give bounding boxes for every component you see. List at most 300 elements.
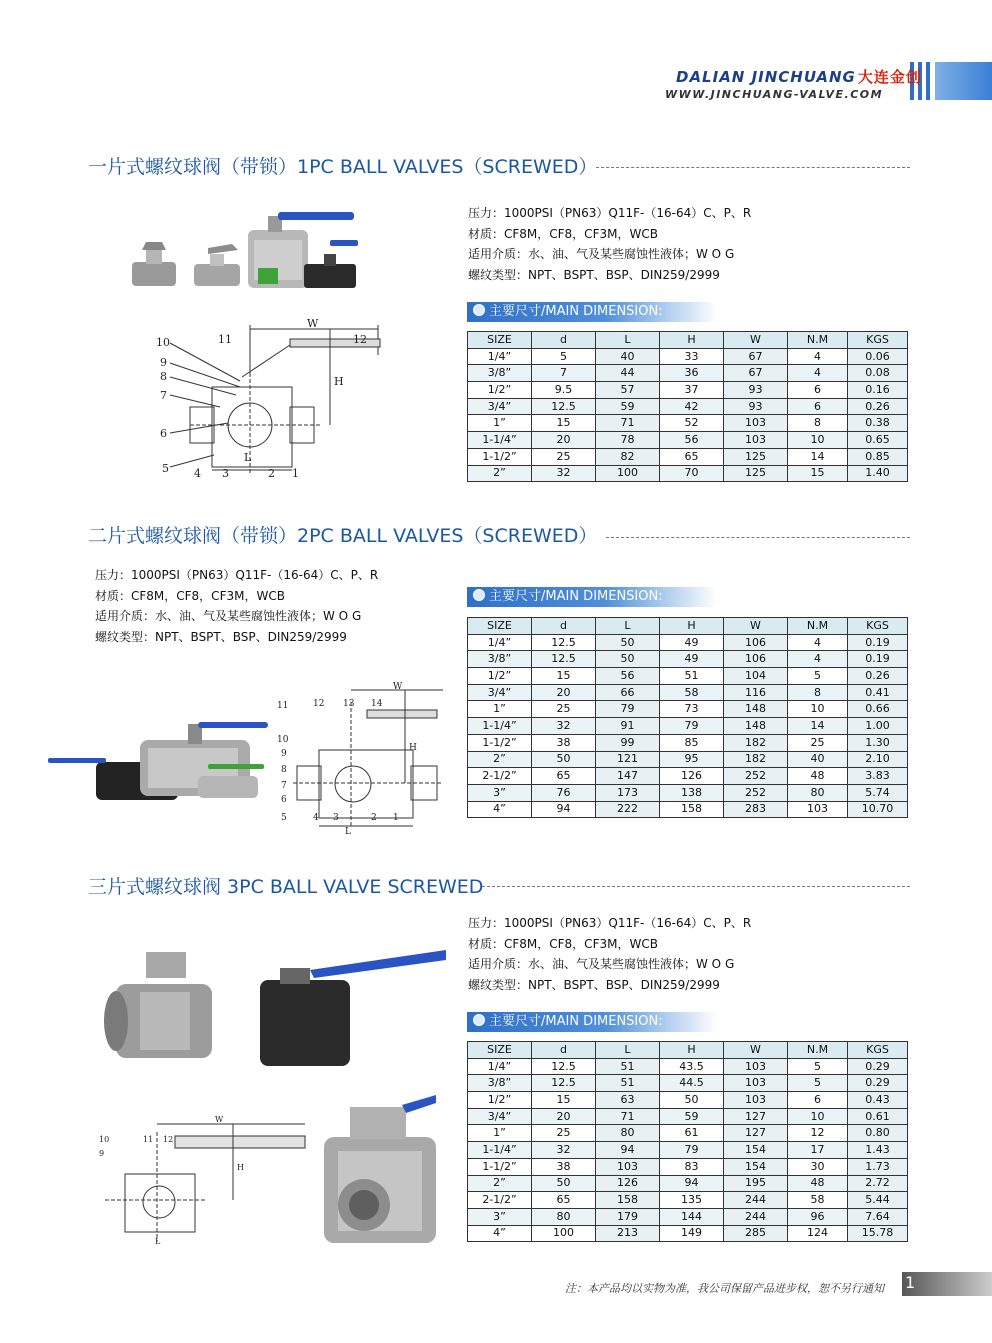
table-header-cell: KGS: [848, 332, 908, 349]
table-cell: 10.70: [848, 801, 908, 818]
brand-url: WWW.JINCHUANG-VALVE.COM: [665, 88, 884, 101]
table-cell: 3.83: [848, 768, 908, 785]
table-cell: 17: [788, 1142, 848, 1159]
table-cell: 12.5: [532, 1075, 596, 1092]
table-cell: 83: [660, 1158, 724, 1175]
table-cell: 252: [724, 784, 788, 801]
table-header-cell: W: [724, 332, 788, 349]
drawing-2-label-4: 4: [313, 813, 319, 823]
spec-pressure: 压力：1000PSI（PN63）Q11F-（16-64）C、P、R: [95, 568, 379, 582]
table-cell: 14: [788, 718, 848, 735]
table-cell: 5: [788, 1075, 848, 1092]
table-row: [468, 1192, 908, 1209]
table-cell: 8: [788, 415, 848, 432]
header-blue-block: [935, 62, 992, 100]
table-cell: 100: [596, 465, 660, 482]
drawing-1-label-10: 10: [156, 336, 170, 349]
table-cell: 50: [532, 751, 596, 768]
table-cell: 59: [596, 398, 660, 415]
table-cell: 38: [532, 1158, 596, 1175]
table-cell: 103: [724, 415, 788, 432]
table-cell: 91: [596, 718, 660, 735]
drawing-2-label-10: 10: [277, 735, 289, 745]
table-header-cell: N.M: [788, 618, 848, 635]
table-row: [468, 1058, 908, 1075]
table-cell: 147: [596, 768, 660, 785]
table-row: [468, 382, 908, 399]
drawing-2-label-w: W: [393, 682, 403, 692]
table-cell: 25: [532, 1125, 596, 1142]
spec-medium: 适用介质：水、油、气及某些腐蚀性液体；W O G: [468, 957, 735, 971]
table-cell: 65: [660, 448, 724, 465]
table-cell: 95: [660, 751, 724, 768]
table-cell: 213: [596, 1225, 660, 1242]
table-cell: 1/4”: [468, 348, 532, 365]
table-cell: 126: [596, 1175, 660, 1192]
table-cell: 78: [596, 432, 660, 449]
table-cell: 80: [532, 1208, 596, 1225]
table-cell: 1/2”: [468, 382, 532, 399]
table-header-cell: d: [532, 618, 596, 635]
table-cell: 0.29: [848, 1058, 908, 1075]
table-cell: 36: [660, 365, 724, 382]
table-cell: 0.38: [848, 415, 908, 432]
table-cell: 70: [660, 465, 724, 482]
table-cell: 1-1/2”: [468, 1158, 532, 1175]
bullet-icon: [473, 1014, 485, 1026]
drawing-3-label-10: 10: [99, 1135, 110, 1144]
drawing-1-label-w: W: [307, 317, 319, 330]
table-cell: 12: [788, 1125, 848, 1142]
table-cell: 0.26: [848, 668, 908, 685]
table-cell: 106: [724, 651, 788, 668]
table-cell: 4: [788, 634, 848, 651]
table-cell: 3/8”: [468, 365, 532, 382]
table-cell: 93: [724, 382, 788, 399]
spec-thread: 螺纹类型：NPT、BSPT、BSP、DIN259/2999: [95, 629, 347, 644]
brand-name-en: DALIAN JINCHUANG: [676, 68, 856, 86]
drawing-2-label-14: 14: [371, 699, 383, 709]
table-cell: 3/4”: [468, 684, 532, 701]
table-cell: 6: [788, 398, 848, 415]
drawing-3-label-9: 9: [99, 1149, 105, 1158]
bullet-icon: [473, 304, 485, 316]
table-cell: 44: [596, 365, 660, 382]
table-cell: 80: [788, 784, 848, 801]
drawing-1-label-1: 1: [292, 467, 299, 480]
table-cell: 4: [788, 651, 848, 668]
section-2-title: 二片式螺纹球阀（带锁）2PC BALL VALVES（SCREWED）: [88, 525, 598, 547]
spec-material: 材质：CF8M，CF8，CF3M，WCB: [468, 226, 658, 241]
table-cell: 20: [532, 684, 596, 701]
table-cell: 50: [596, 634, 660, 651]
table-cell: 4”: [468, 1225, 532, 1242]
table-cell: 149: [660, 1225, 724, 1242]
table-cell: 52: [660, 415, 724, 432]
table-cell: 93: [724, 398, 788, 415]
table-cell: 96: [788, 1208, 848, 1225]
table-cell: 15: [532, 668, 596, 685]
table-cell: 65: [532, 1192, 596, 1209]
table-cell: 1/4”: [468, 634, 532, 651]
table-cell: 0.61: [848, 1108, 908, 1125]
drawing-3-label-l: L: [155, 1237, 161, 1246]
valve-black-3pc: [260, 950, 446, 1066]
table-cell: 182: [724, 734, 788, 751]
table-cell: 15: [532, 415, 596, 432]
table-cell: 173: [596, 784, 660, 801]
drawing-1-label-3: 3: [222, 467, 229, 480]
table-cell: 37: [660, 382, 724, 399]
table-cell: 58: [788, 1192, 848, 1209]
table-cell: 100: [532, 1225, 596, 1242]
drawing-2-label-2: 2: [371, 813, 377, 823]
table-cell: 73: [660, 701, 724, 718]
drawing-1-label-2: 2: [268, 467, 275, 480]
table-header-cell: d: [532, 332, 596, 349]
section-1-divider: [596, 167, 910, 168]
table-cell: 51: [660, 668, 724, 685]
table-cell: 12.5: [532, 398, 596, 415]
spec-pressure: 压力：1000PSI（PN63）Q11F-（16-64）C、P、R: [468, 206, 752, 220]
table-cell: 5: [788, 1058, 848, 1075]
table-header-cell: d: [532, 1042, 596, 1059]
table-cell: 106: [724, 634, 788, 651]
table-row: [468, 1175, 908, 1192]
table-cell: 283: [724, 801, 788, 818]
table-cell: 7: [532, 365, 596, 382]
table-cell: 3/4”: [468, 1108, 532, 1125]
table-cell: 0.19: [848, 651, 908, 668]
table-row: [468, 1125, 908, 1142]
table-cell: 1.73: [848, 1158, 908, 1175]
drawing-2-label-13: 13: [343, 699, 355, 709]
section-2-dimension-label: 主要尺寸/MAIN DIMENSION:: [467, 587, 717, 607]
table-cell: 4”: [468, 801, 532, 818]
table-cell: 154: [724, 1158, 788, 1175]
table-cell: 1.30: [848, 734, 908, 751]
table-cell: 94: [532, 801, 596, 818]
table-cell: 0.66: [848, 701, 908, 718]
table-cell: 66: [596, 684, 660, 701]
table-cell: 49: [660, 651, 724, 668]
table-cell: 79: [660, 718, 724, 735]
drawing-2-label-12: 12: [313, 699, 325, 709]
table-cell: 127: [724, 1125, 788, 1142]
valve-steel-3pc: [104, 952, 212, 1058]
table-header-row: [468, 332, 908, 349]
drawing-3-label-h: H: [237, 1163, 244, 1172]
brand-name-cn: 大连金创: [857, 68, 922, 86]
table-cell: 57: [596, 382, 660, 399]
table-cell: 252: [724, 768, 788, 785]
table-row: [468, 1108, 908, 1125]
drawing-1-label-12: 12: [353, 333, 367, 346]
table-cell: 127: [724, 1108, 788, 1125]
table-cell: 82: [596, 448, 660, 465]
table-cell: 30: [788, 1158, 848, 1175]
table-cell: 3/8”: [468, 1075, 532, 1092]
table-cell: 103: [724, 432, 788, 449]
drawing-2-label-9: 9: [281, 749, 287, 759]
table-cell: 103: [788, 801, 848, 818]
table-cell: 7.64: [848, 1208, 908, 1225]
drawing-2-label-8: 8: [281, 765, 287, 775]
table-cell: 121: [596, 751, 660, 768]
table-cell: 43.5: [660, 1058, 724, 1075]
table-cell: 125: [724, 465, 788, 482]
drawing-2-label-7: 7: [281, 781, 287, 791]
spec-material: 材质：CF8M，CF8，CF3M，WCB: [468, 936, 658, 951]
spec-medium: 适用介质：水、油、气及某些腐蚀性液体；W O G: [468, 247, 735, 261]
table-cell: 20: [532, 432, 596, 449]
table-cell: 2.72: [848, 1175, 908, 1192]
spec-thread: 螺纹类型：NPT、BSPT、BSP、DIN259/2999: [468, 977, 720, 992]
table-cell: 15.78: [848, 1225, 908, 1242]
drawing-2-label-1: 1: [393, 813, 399, 823]
table-cell: 0.43: [848, 1092, 908, 1109]
table-cell: 10: [788, 432, 848, 449]
table-cell: 103: [724, 1058, 788, 1075]
table-row: [468, 1092, 908, 1109]
table-cell: 40: [788, 751, 848, 768]
drawing-3-label-11: 11: [143, 1135, 154, 1144]
table-cell: 12.5: [532, 1058, 596, 1075]
table-header-cell: L: [596, 332, 660, 349]
section-2-specs: [95, 565, 378, 647]
table-cell: 94: [660, 1175, 724, 1192]
product-photo-3pc-steel: [310, 1085, 450, 1255]
table-header-cell: H: [660, 618, 724, 635]
table-cell: 48: [788, 768, 848, 785]
table-cell: 1-1/2”: [468, 448, 532, 465]
product-photo-2pc: [48, 720, 273, 805]
table-row: [468, 365, 908, 382]
table-cell: 33: [660, 348, 724, 365]
table-cell: 76: [532, 784, 596, 801]
table-header-cell: KGS: [848, 1042, 908, 1059]
table-cell: 0.29: [848, 1075, 908, 1092]
drawing-1-label-7: 7: [160, 389, 167, 402]
brand-logo: [676, 66, 922, 87]
table-cell: 71: [596, 415, 660, 432]
table-cell: 1.40: [848, 465, 908, 482]
table-cell: 15: [788, 465, 848, 482]
table-cell: 1”: [468, 415, 532, 432]
table-cell: 12.5: [532, 651, 596, 668]
table-cell: 3”: [468, 1208, 532, 1225]
table-cell: 5.74: [848, 784, 908, 801]
table-cell: 195: [724, 1175, 788, 1192]
spec-pressure: 压力：1000PSI（PN63）Q11F-（16-64）C、P、R: [468, 916, 752, 930]
table-cell: 2”: [468, 465, 532, 482]
table-cell: 32: [532, 465, 596, 482]
drawing-2-label-11: 11: [277, 701, 289, 711]
table-cell: 61: [660, 1125, 724, 1142]
drawing-1-label-6: 6: [160, 427, 167, 440]
table-header-cell: H: [660, 332, 724, 349]
table-cell: 0.85: [848, 448, 908, 465]
table-row: [468, 801, 908, 818]
spec-medium: 适用介质：水、油、气及某些腐蚀性液体；W O G: [95, 609, 362, 623]
section-3-specs: [468, 913, 751, 995]
table-cell: 124: [788, 1225, 848, 1242]
table-cell: 1”: [468, 701, 532, 718]
drawing-1-label-h: H: [334, 375, 344, 388]
section-1-dimension-table: [467, 331, 908, 482]
table-cell: 154: [724, 1142, 788, 1159]
table-row: [468, 734, 908, 751]
table-header-cell: N.M: [788, 1042, 848, 1059]
table-cell: 2”: [468, 1175, 532, 1192]
drawing-3-label-w: W: [215, 1115, 224, 1124]
table-cell: 56: [660, 432, 724, 449]
drawing-1-label-11: 11: [218, 333, 232, 346]
table-cell: 58: [660, 684, 724, 701]
table-cell: 42: [660, 398, 724, 415]
footer-separator: [900, 1272, 902, 1296]
table-cell: 126: [660, 768, 724, 785]
table-cell: 125: [724, 448, 788, 465]
table-cell: 158: [596, 1192, 660, 1209]
table-header-cell: H: [660, 1042, 724, 1059]
table-row: [468, 684, 908, 701]
drawing-3-label-12: 12: [163, 1135, 174, 1144]
table-cell: 49: [660, 634, 724, 651]
drawing-1-label-8: 8: [160, 370, 167, 383]
table-cell: 244: [724, 1208, 788, 1225]
table-cell: 5: [532, 348, 596, 365]
table-row: [468, 768, 908, 785]
table-cell: 1”: [468, 1125, 532, 1142]
table-cell: 2”: [468, 751, 532, 768]
table-cell: 222: [596, 801, 660, 818]
technical-drawing-1pc: [150, 315, 390, 485]
table-cell: 51: [596, 1075, 660, 1092]
table-cell: 94: [596, 1142, 660, 1159]
table-cell: 244: [724, 1192, 788, 1209]
table-row: [468, 1142, 908, 1159]
drawing-1-label-5: 5: [162, 462, 169, 475]
table-header-cell: W: [724, 618, 788, 635]
table-cell: 80: [596, 1125, 660, 1142]
table-cell: 9.5: [532, 382, 596, 399]
table-row: [468, 448, 908, 465]
table-cell: 56: [596, 668, 660, 685]
bullet-icon: [473, 589, 485, 601]
table-cell: 10: [788, 701, 848, 718]
table-cell: 1-1/4”: [468, 1142, 532, 1159]
table-cell: 148: [724, 701, 788, 718]
product-photo-3pc: [100, 940, 450, 1070]
table-cell: 179: [596, 1208, 660, 1225]
section-1-dimension-label: 主要尺寸/MAIN DIMENSION:: [467, 302, 717, 322]
table-cell: 0.16: [848, 382, 908, 399]
table-cell: 2-1/2”: [468, 768, 532, 785]
table-row: [468, 1075, 908, 1092]
table-row: [468, 415, 908, 432]
table-cell: 3/4”: [468, 398, 532, 415]
table-cell: 63: [596, 1092, 660, 1109]
drawing-2-label-l: L: [345, 827, 351, 835]
table-cell: 1-1/4”: [468, 718, 532, 735]
table-cell: 0.80: [848, 1125, 908, 1142]
drawing-2-label-3: 3: [333, 813, 339, 823]
table-row: [468, 668, 908, 685]
table-cell: 103: [724, 1092, 788, 1109]
table-cell: 2-1/2”: [468, 1192, 532, 1209]
table-cell: 6: [788, 382, 848, 399]
table-cell: 1-1/2”: [468, 734, 532, 751]
product-photo-1pc: [128, 210, 358, 300]
table-cell: 59: [660, 1108, 724, 1125]
table-cell: 0.41: [848, 684, 908, 701]
table-row: [468, 651, 908, 668]
section-2-dimension-table: [467, 617, 908, 818]
table-header-cell: SIZE: [468, 1042, 532, 1059]
footer-note: 注：本产品均以实物为准，我公司保留产品进步权，恕不另行通知: [565, 1282, 884, 1295]
table-cell: 79: [596, 701, 660, 718]
table-header-row: [468, 1042, 908, 1059]
table-cell: 48: [788, 1175, 848, 1192]
table-header-cell: KGS: [848, 618, 908, 635]
table-cell: 25: [532, 701, 596, 718]
spec-material: 材质：CF8M，CF8，CF3M，WCB: [95, 588, 285, 603]
table-cell: 103: [724, 1075, 788, 1092]
table-header-cell: SIZE: [468, 618, 532, 635]
table-cell: 50: [660, 1092, 724, 1109]
table-cell: 99: [596, 734, 660, 751]
table-row: [468, 465, 908, 482]
table-cell: 1.00: [848, 718, 908, 735]
table-cell: 67: [724, 365, 788, 382]
page-number: 1: [905, 1273, 916, 1292]
table-row: [468, 701, 908, 718]
section-3-dimension-table: [467, 1041, 908, 1242]
table-cell: 4: [788, 365, 848, 382]
table-cell: 5: [788, 668, 848, 685]
table-header-cell: SIZE: [468, 332, 532, 349]
table-cell: 79: [660, 1142, 724, 1159]
table-cell: 3/8”: [468, 651, 532, 668]
section-3-title: 三片式螺纹球阀 3PC BALL VALVE SCREWED: [88, 876, 484, 898]
table-row: [468, 348, 908, 365]
table-cell: 12.5: [532, 634, 596, 651]
table-row: [468, 1208, 908, 1225]
table-cell: 1/4”: [468, 1058, 532, 1075]
technical-drawing-2pc: [275, 680, 450, 835]
table-cell: 38: [532, 734, 596, 751]
valve-small-2: [194, 244, 240, 286]
section-3-dimension-label: 主要尺寸/MAIN DIMENSION:: [467, 1012, 717, 1032]
section-2-divider: [606, 537, 910, 538]
table-cell: 3”: [468, 784, 532, 801]
table-cell: 51: [596, 1058, 660, 1075]
table-header-row: [468, 618, 908, 635]
table-cell: 158: [660, 801, 724, 818]
table-cell: 148: [724, 718, 788, 735]
table-cell: 104: [724, 668, 788, 685]
table-cell: 6: [788, 1092, 848, 1109]
table-cell: 138: [660, 784, 724, 801]
table-cell: 8: [788, 684, 848, 701]
valve-black: [304, 240, 358, 288]
table-cell: 14: [788, 448, 848, 465]
table-cell: 20: [532, 1108, 596, 1125]
table-cell: 10: [788, 1108, 848, 1125]
table-cell: 182: [724, 751, 788, 768]
table-cell: 0.26: [848, 398, 908, 415]
